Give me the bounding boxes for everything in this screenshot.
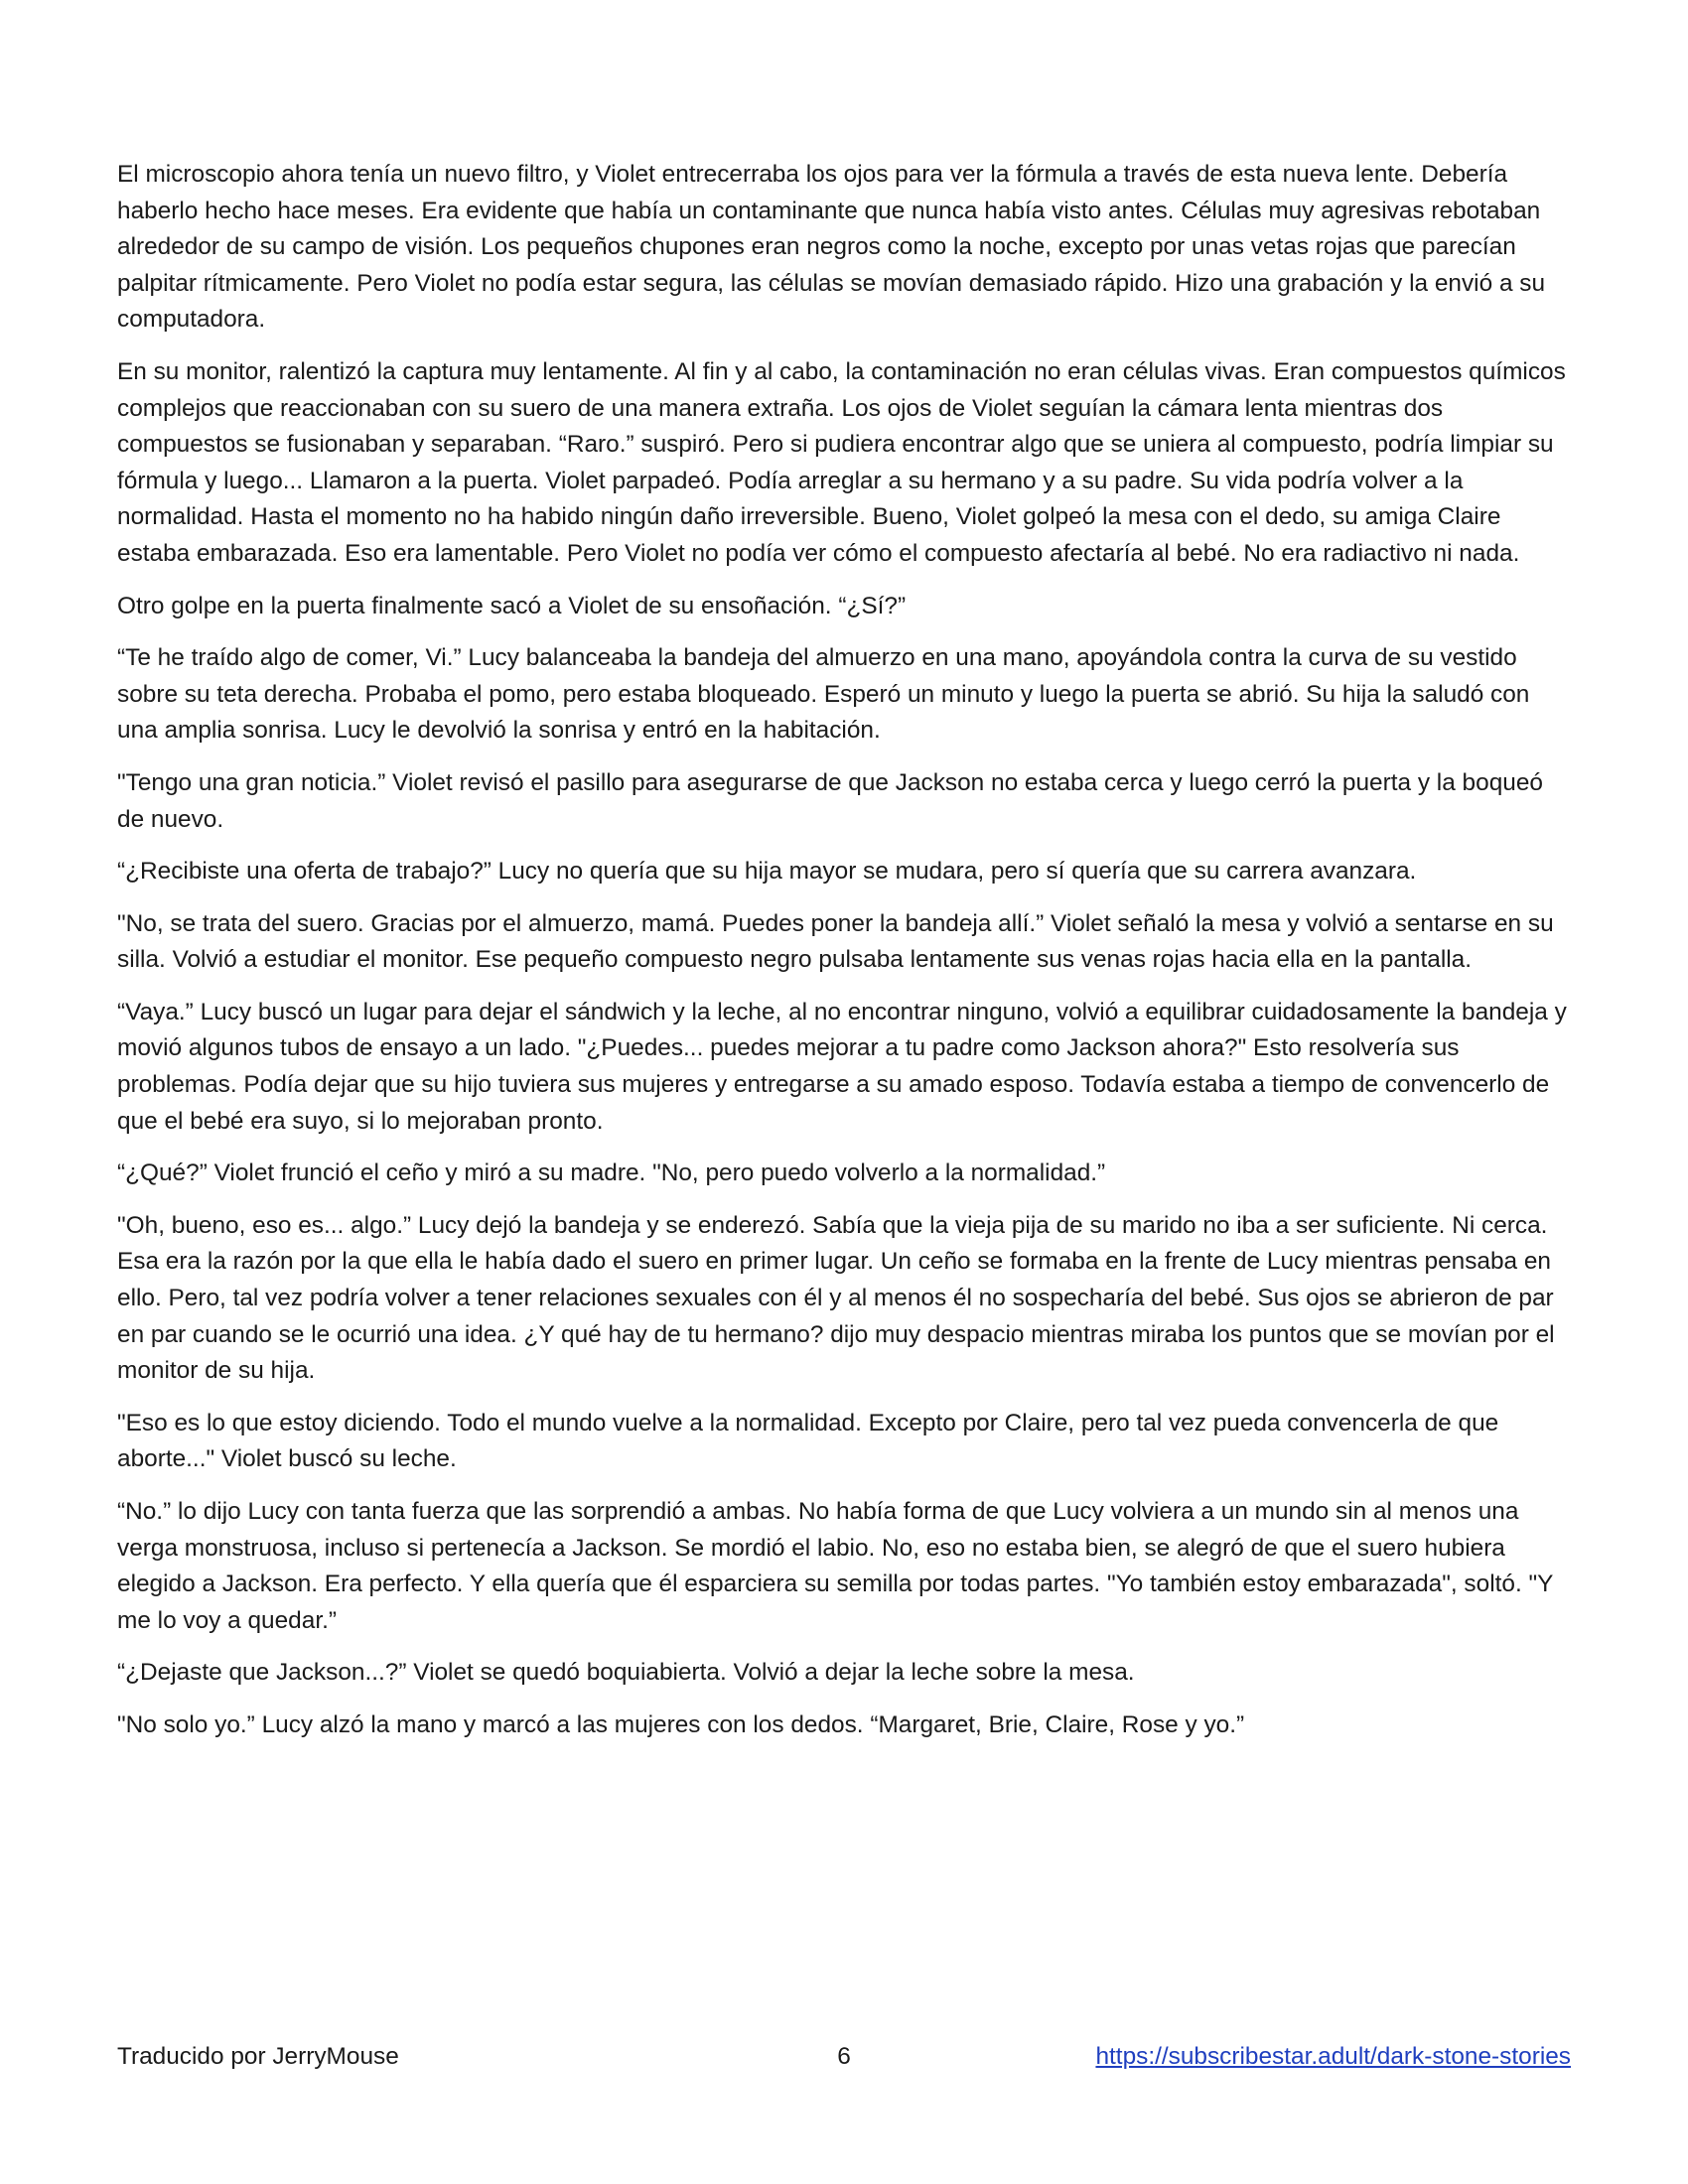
paragraph: El microscopio ahora tenía un nuevo filtro, y Violet entrecerraba los ojos para ver la fórmula a través de esta nueva lente. Debería haberlo hecho hace meses. Era evidente que había un contaminante que nunca había visto antes. Células muy agresivas rebotaban alrededor de su campo de visión. Los pequeños chupones eran negros como la noche, excepto por unas vetas rojas que parecían palpitar rítmicamente. Pero Violet no podía estar segura, las células se movían demasiado rápido. Hizo una grabación y la envió a su computadora. [117,161,1546,334]
translator-credit: Traducido por JerryMouse [117,2043,399,2070]
paragraph: Otro golpe en la puerta finalmente sacó a Violet de su ensoñación. “¿Sí?” [117,592,907,619]
paragraph: "Eso es lo que estoy diciendo. Todo el mundo vuelve a la normalidad. Excepto por Claire, pero tal vez pueda convencerla de que aborte..." Violet buscó su leche. [117,1409,1499,1473]
paragraph: En su monitor, ralentizó la captura muy lentamente. Al fin y al cabo, la contaminación no eran células vivas. Eran compuestos químicos complejos que reaccionaban con su suero de una manera extraña. Los ojos de Violet seguían la cámara lenta mientras dos compuestos se fusionaban y separaban. “Raro.” suspiró. Pero si pudiera encontrar algo que se uniera al compuesto, podría limpiar su fórmula y luego... Llamaron a la puerta. Violet parpadeó. Podía arreglar a su hermano y a su padre. Su vida podría volver a la normalidad. Hasta el momento no ha habido ningún daño irreversible. Bueno, Violet golpeó la mesa con el dedo, su amiga Claire estaba embarazada. Eso era lamentable. Pero Violet no podía ver cómo el compuesto afectaría al bebé. No era radiactivo ni nada. [117,357,1566,567]
paragraph: “¿Dejaste que Jackson...?” Violet se quedó boquiabierta. Volvió a dejar la leche sobre la mesa. [117,1659,1135,1687]
body-text [117,157,1571,1760]
paragraph: “¿Recibiste una oferta de trabajo?” Lucy no quería que su hija mayor se mudara, pero sí quería que su carrera avanzara. [117,858,1417,886]
paragraph: “Vaya.” Lucy buscó un lugar para dejar el sándwich y la leche, al no encontrar ninguno, volvió a equilibrar cuidadosamente la bandeja y movió algunos tubos de ensayo a un lado. "¿Puedes... puedes mejorar a tu padre como Jackson ahora?" Esto resolvería sus problemas. Podía dejar que su hijo tuviera sus mujeres y entregarse a su amado esposo. Todavía estaba a tiempo de convencerlo de que el bebé era suyo, si lo mejoraban pronto. [117,998,1567,1135]
paragraph: "Tengo una gran noticia.” Violet revisó el pasillo para asegurarse de que Jackson no estaba cerca y luego cerró la puerta y la boqueó de nuevo. [117,768,1543,833]
page-footer [117,2039,1571,2075]
subscribestar-link[interactable]: https://subscribestar.adult/dark-stone-stories [1095,2043,1571,2070]
paragraph: "No solo yo.” Lucy alzó la mano y marcó a las mujeres con los dedos. “Margaret, Brie, Claire, Rose y yo.” [117,1710,1245,1738]
paragraph: "Oh, bueno, eso es... algo.” Lucy dejó la bandeja y se enderezó. Sabía que la vieja pija de su marido no iba a ser suficiente. Ni cerca. Esa era la razón por la que ella le había dado el suero en primer lugar. Un ceño se formaba en la frente de Lucy mientras pensaba en ello. Pero, tal vez podría volver a tener relaciones sexuales con él y al menos él no sospecharía del bebé. Sus ojos se abrieron de par en par cuando se le ocurrió una idea. ¿Y qué hay de tu hermano? dijo muy despacio mientras miraba los puntos que se movían por el monitor de su hija. [117,1211,1555,1385]
paragraph: “¿Qué?” Violet frunció el ceño y miró a su madre. "No, pero puedo volverlo a la normalidad.” [117,1160,1106,1187]
paragraph: "No, se trata del suero. Gracias por el almuerzo, mamá. Puedes poner la bandeja allí.” Violet señaló la mesa y volvió a sentarse en su silla. Volvió a estudiar el monitor. Ese pequeño compuesto negro pulsaba lentamente sus venas rojas hacia ella en la pantalla. [117,909,1554,974]
paragraph: “Te he traído algo de comer, Vi.” Lucy balanceaba la bandeja del almuerzo en una mano, apoyándola contra la curva de su vestido sobre su teta derecha. Probaba el pomo, pero estaba bloqueado. Esperó un minuto y luego la puerta se abrió. Su hija la saludó con una amplia sonrisa. Lucy le devolvió la sonrisa y entró en la habitación. [117,644,1530,745]
paragraph: “No.” lo dijo Lucy con tanta fuerza que las sorprendió a ambas. No había forma de que Lucy volviera a un mundo sin al menos una verga monstruosa, incluso si pertenecía a Jackson. Se mordió el labio. No, eso no estaba bien, se alegró de que el suero hubiera elegido a Jackson. Era perfecto. Y ella quería que él esparciera su semilla por todas partes. "Yo también estoy embarazada", soltó. "Y me lo voy a quedar.” [117,1498,1553,1634]
page-number: 6 [837,2043,851,2070]
